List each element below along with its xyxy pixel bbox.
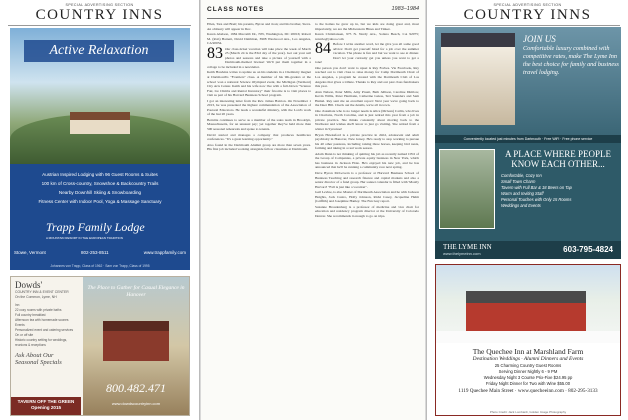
- divider: [207, 18, 419, 19]
- paragraph: Suzanne Broudenberg is a professor of medicine and vice chair for education and residency program director at the University of Colorado Denver. She recommends it enough to go on trips.: [315, 204, 419, 218]
- list-item: Warm and Inviting Staff: [501, 191, 544, 196]
- list-item: Events: [15, 323, 25, 327]
- masthead: COUNTRY INNS: [463, 7, 592, 23]
- paragraph: Bernitte continues to serve as a member of the sales team in Brooklyn, Massachusetts, for an unusual pay; yet together they've held more than 500 seasonal rehearsals and spoke to tenants.: [207, 117, 311, 132]
- list-item: Comfortable, Cozy Inn: [501, 173, 542, 178]
- list-item: Afternoon tea with homemade scones: [15, 318, 69, 322]
- ad-footer: Johannes von Trapp, Class of 1962 · Sam von Trapp, Class of 1995: [50, 264, 150, 268]
- paragraph: Alan Nelson, Peter Mills, Amy Pruett, Beth Jellison, Caroline Dimlow, Kevin Willis, Peter Hermann, Catherine Lukas, Teri Saunders and Sam Hamel. Rey sent me an excellent report: Next year we're going back to the Deer Hill. Check out the details, we're all in town.: [315, 89, 419, 108]
- lyme-inn-logo: THE LYME INN: [443, 243, 492, 251]
- ad-line: Friday Night Dinner for Two with Wine $55.00: [485, 381, 571, 386]
- tavern-banner: TAVERN OFF THE GREEN Opening 2015: [11, 397, 81, 415]
- list-item: Small Town Charm: [501, 179, 536, 184]
- interior-photo: [439, 149, 495, 229]
- logo-tagline: A MOUNTAIN RESORT IN THE EUROPEAN TRADITION: [46, 236, 123, 240]
- list-item: Inn: [15, 303, 20, 307]
- ad-photo: [83, 277, 189, 415]
- phone-number: 800.482.471: [106, 381, 166, 395]
- ad-footer: [435, 241, 621, 259]
- paragraph: One person you don't want to upset is Rey Forbes. Via Facebook, Rey reached out to visit class to raise money for Camp Dartmouth Chair of Los Angeles, a program he created with the Dartmouth Club of Los Angeles that gives a tribute. Thanks to Rey and our past class fundraisers this year.: [315, 65, 419, 89]
- class-contact: Karen Abelson, 1984 Macomb Dr., NW, Washington, DC 20016; Robert M. (Rob) Barnett, David Daitlman, 3908 Westwood Ave., Los Angeles, CA 90034.: [207, 32, 311, 46]
- inn-subtitle: COUNTRY INN & EVENT CENTER: [15, 290, 69, 294]
- list-item: Personalized event and catering services: [15, 328, 74, 332]
- logo-block: [16, 218, 184, 248]
- ad-feature-line: Austrian Inspired Lodging with 96 Guest Rooms & Suites: [42, 172, 158, 177]
- text-column-right: [315, 22, 419, 219]
- ad-text: [436, 347, 620, 395]
- right-ad-page: [426, 0, 628, 420]
- ad-headline: Active Relaxation: [24, 40, 174, 62]
- place-headline: A PLACE WHERE PEOPLE KNOW EACH OTHER...: [504, 149, 612, 169]
- trapp-logo: Trapp Family Lodge: [46, 220, 145, 234]
- photo-credit: Photo Credit: Jack Lombardi, Golden Image Photography: [489, 410, 567, 414]
- list-item: Weddings and Events: [501, 203, 541, 208]
- paragraph: Keith Hawkins writes to update us on his students in a Chemistry magnet at Dartmouth's "Frontiers" class. A member of his 9th-graders at the school won a national Science Olympiad event, the Michigan (Vermont) City Arts Center. Keith and his wife now live with a full-blown "Science Fair, Ice Climbs and Rental Inventory" their favorite is to visit places to visit as part of his Harvard Business School program.: [207, 70, 311, 98]
- website-link[interactable]: www.trappfamily.com: [143, 250, 186, 255]
- phone-number: 802-253-8511: [80, 250, 109, 255]
- join-body: Comfortable luxury combined with competitive rates, make The Lyme Inn the best choice for family and business travel lodging.: [523, 45, 619, 76]
- list-item: Personal Touches with Only 15 Rooms: [501, 197, 572, 202]
- paragraph: Ellen, Tara and Brett; his parents, Byron and Joan; and his brother, Steve. An obituary will appear in Dec.: [207, 22, 311, 31]
- class-year-number: 83: [207, 44, 223, 62]
- specials-callout: Ask About Our Seasonal Specials: [15, 352, 62, 366]
- paragraph: Dave Byron McGovern is a professor at Harvard Business School of Business Teaching and research finance and capital markets and also a senior director of a fund group. Her sonnet calendar is filled with 'Mostly Harvard' "Fall is just like a vacation".: [315, 170, 419, 189]
- divider: [435, 25, 620, 26]
- lyme-inn-ad[interactable]: [435, 27, 621, 259]
- ad-line: 25 Charming Country Guest Rooms: [494, 363, 562, 368]
- list-item: Full country breakfast: [15, 313, 46, 317]
- contact-line[interactable]: 1119 Quechee Main Street · www.quecheeinn.com · 802-295-3133: [458, 388, 598, 394]
- website-link[interactable]: www.thelymeinn.com: [443, 251, 481, 256]
- ad-feature-line: 100 km of Cross-country, Snowshoe & Backcountry Trails: [41, 181, 159, 186]
- list-item: Historic country setting for weddings, reunions & receptions: [15, 338, 68, 347]
- feature-list: [501, 173, 619, 209]
- section-label: SPECIAL ADVERTISING SECTION: [65, 3, 134, 7]
- page-title: CLASS NOTES: [207, 6, 265, 13]
- amenity-strip: Conveniently located just minutes from Dartmouth · Free WiFi · Free phone service: [435, 135, 621, 143]
- paragraph: Gail Levine, is also Master of Dartmouth Association and he with Jackson Heights, Jack Castro, Holly Johnson, Ricki Casey, Jacqueline Helm (Griffith) and Josephine Hanley. The Fun Guy report.: [315, 190, 420, 204]
- ad-feature-line: Nearby Downhill Skiing & Snowboarding: [58, 190, 142, 195]
- class-year-number: 84: [315, 40, 331, 58]
- location: Stowe, Vermont: [14, 250, 46, 255]
- dowds-country-inn-ad[interactable]: [10, 276, 190, 416]
- paragraph: I got an interesting letter from the Rev. James Hairton. On November 1 2013, he was presented the highest commendation of the Association of Pastoral Educators. He leads a wonderful ministry, with the Lord's work of the last 20 years.: [207, 98, 311, 117]
- paragraph: Also found in the Dartmouth Alumni group are more than seven years. His first job included working alongside fellow classmate at Dartmouth.: [207, 142, 311, 152]
- ad-feature-line: Fitness Center with Indoor Pool, Yoga & Massage Sanctuary: [38, 199, 162, 204]
- paragraph: Adam Dunn is not thinking of quitting his job as recently named CEO of the Group of Companies, a private equity business in New York, which has business in Jackson Hole. He's enjoyed his new job, and he has announced that he'll be running a community race next spring.: [315, 151, 419, 170]
- join-us-text: [523, 35, 619, 77]
- promo-text: The Place to Gather for Casual Elegance in Hanover: [87, 285, 185, 298]
- paragraph: [207, 44, 311, 70]
- class-notes-page: [201, 0, 425, 420]
- phone-number: 603-795-4824: [563, 245, 613, 254]
- quechee-inn-ad[interactable]: [435, 264, 621, 416]
- paragraph-text: Our class-ticket vacation will take place the week of March 25 (March 24 is the 83rd day of the year). Get out your sail photos and seasons and take a picture of yourself with a Dartmouth-themed license! We'll put them together in a collage to be included in a newsletter.: [207, 46, 311, 69]
- class-contact: Karen Christiansen, 975 N. Nerdy Ave., Solana Beach, CA 92075; ncurrie@yahoo.com: [315, 32, 419, 41]
- ad-subtitle: Destination Weddings · Alumni Dinners and Events: [472, 356, 584, 362]
- ad-text-panel: [11, 277, 81, 415]
- paragraph: David started and manages a company that produces healthcare conferences. "It's a great learning opportunity.": [207, 132, 311, 142]
- page-header: [207, 6, 419, 18]
- section-label: SPECIAL ADVERTISING SECTION: [493, 3, 562, 7]
- class-year-label: 1983–1984: [391, 6, 419, 12]
- website-link[interactable]: www.dowdscountryinn.com: [111, 401, 161, 406]
- text-column-left: [207, 22, 311, 153]
- list-item: Tavern with Full Bar & 18 Beers on Tap: [501, 185, 572, 190]
- inn-name: Dowds': [15, 280, 43, 290]
- amenity-list: [15, 303, 77, 348]
- ad-feature-list: [10, 170, 190, 206]
- trapp-family-lodge-ad[interactable]: [10, 28, 190, 270]
- paragraph: to the homes he grew up in, but we kids are doing great and, most importantly, we are the Midwestern Hines and Tinker.: [315, 22, 419, 31]
- join-headline: JOIN US: [523, 34, 556, 44]
- masthead: COUNTRY INNS: [35, 7, 164, 23]
- inn-name: The Quechee Inn at Marshland Farm: [472, 347, 584, 356]
- inn-description: On the Common, Lyme, NH: [15, 295, 57, 299]
- paragraph: One classmate who is no longer needs is Alice (Mclean) Carlin, who lives in Charlotte, North Carolina, and is just retired this year from a job in private practice. She thinks constantly about moving back to the Northeast and wishes she'll know to just go visiting. She retired from a winter in Syracuse!: [315, 108, 419, 132]
- ad-photo: [436, 265, 620, 343]
- paragraph-text: Before I write another word, let me give you all some good advice: Don't get yourself hired for a job over the summer vacation. The phone is fun and but we want to see at dinner. Don't let your curiosity get you unless you want to get a tone!: [315, 42, 419, 65]
- list-item: On or off site: [15, 333, 34, 337]
- divider: [8, 25, 191, 26]
- ad-line: Wednesday Night 3 Course Prix-Fixe $24.95 pp: [483, 375, 573, 380]
- ad-line: Serving Dinner Nightly 6 - 9 PM: [498, 369, 558, 374]
- paragraph: [315, 42, 419, 65]
- left-ad-page: [0, 0, 200, 420]
- paragraph: Bryan Hawksford is a private practice in child, adolescent and adult psychiatry in Hanover, New Jersey. He's ready to stop working to pursue his 40 other passions, including raising three horses, keeping bird nests, farming and taking in a real work season.: [315, 132, 419, 151]
- contact-row: [14, 250, 186, 255]
- list-item: 22 cozy rooms with private baths: [15, 308, 62, 312]
